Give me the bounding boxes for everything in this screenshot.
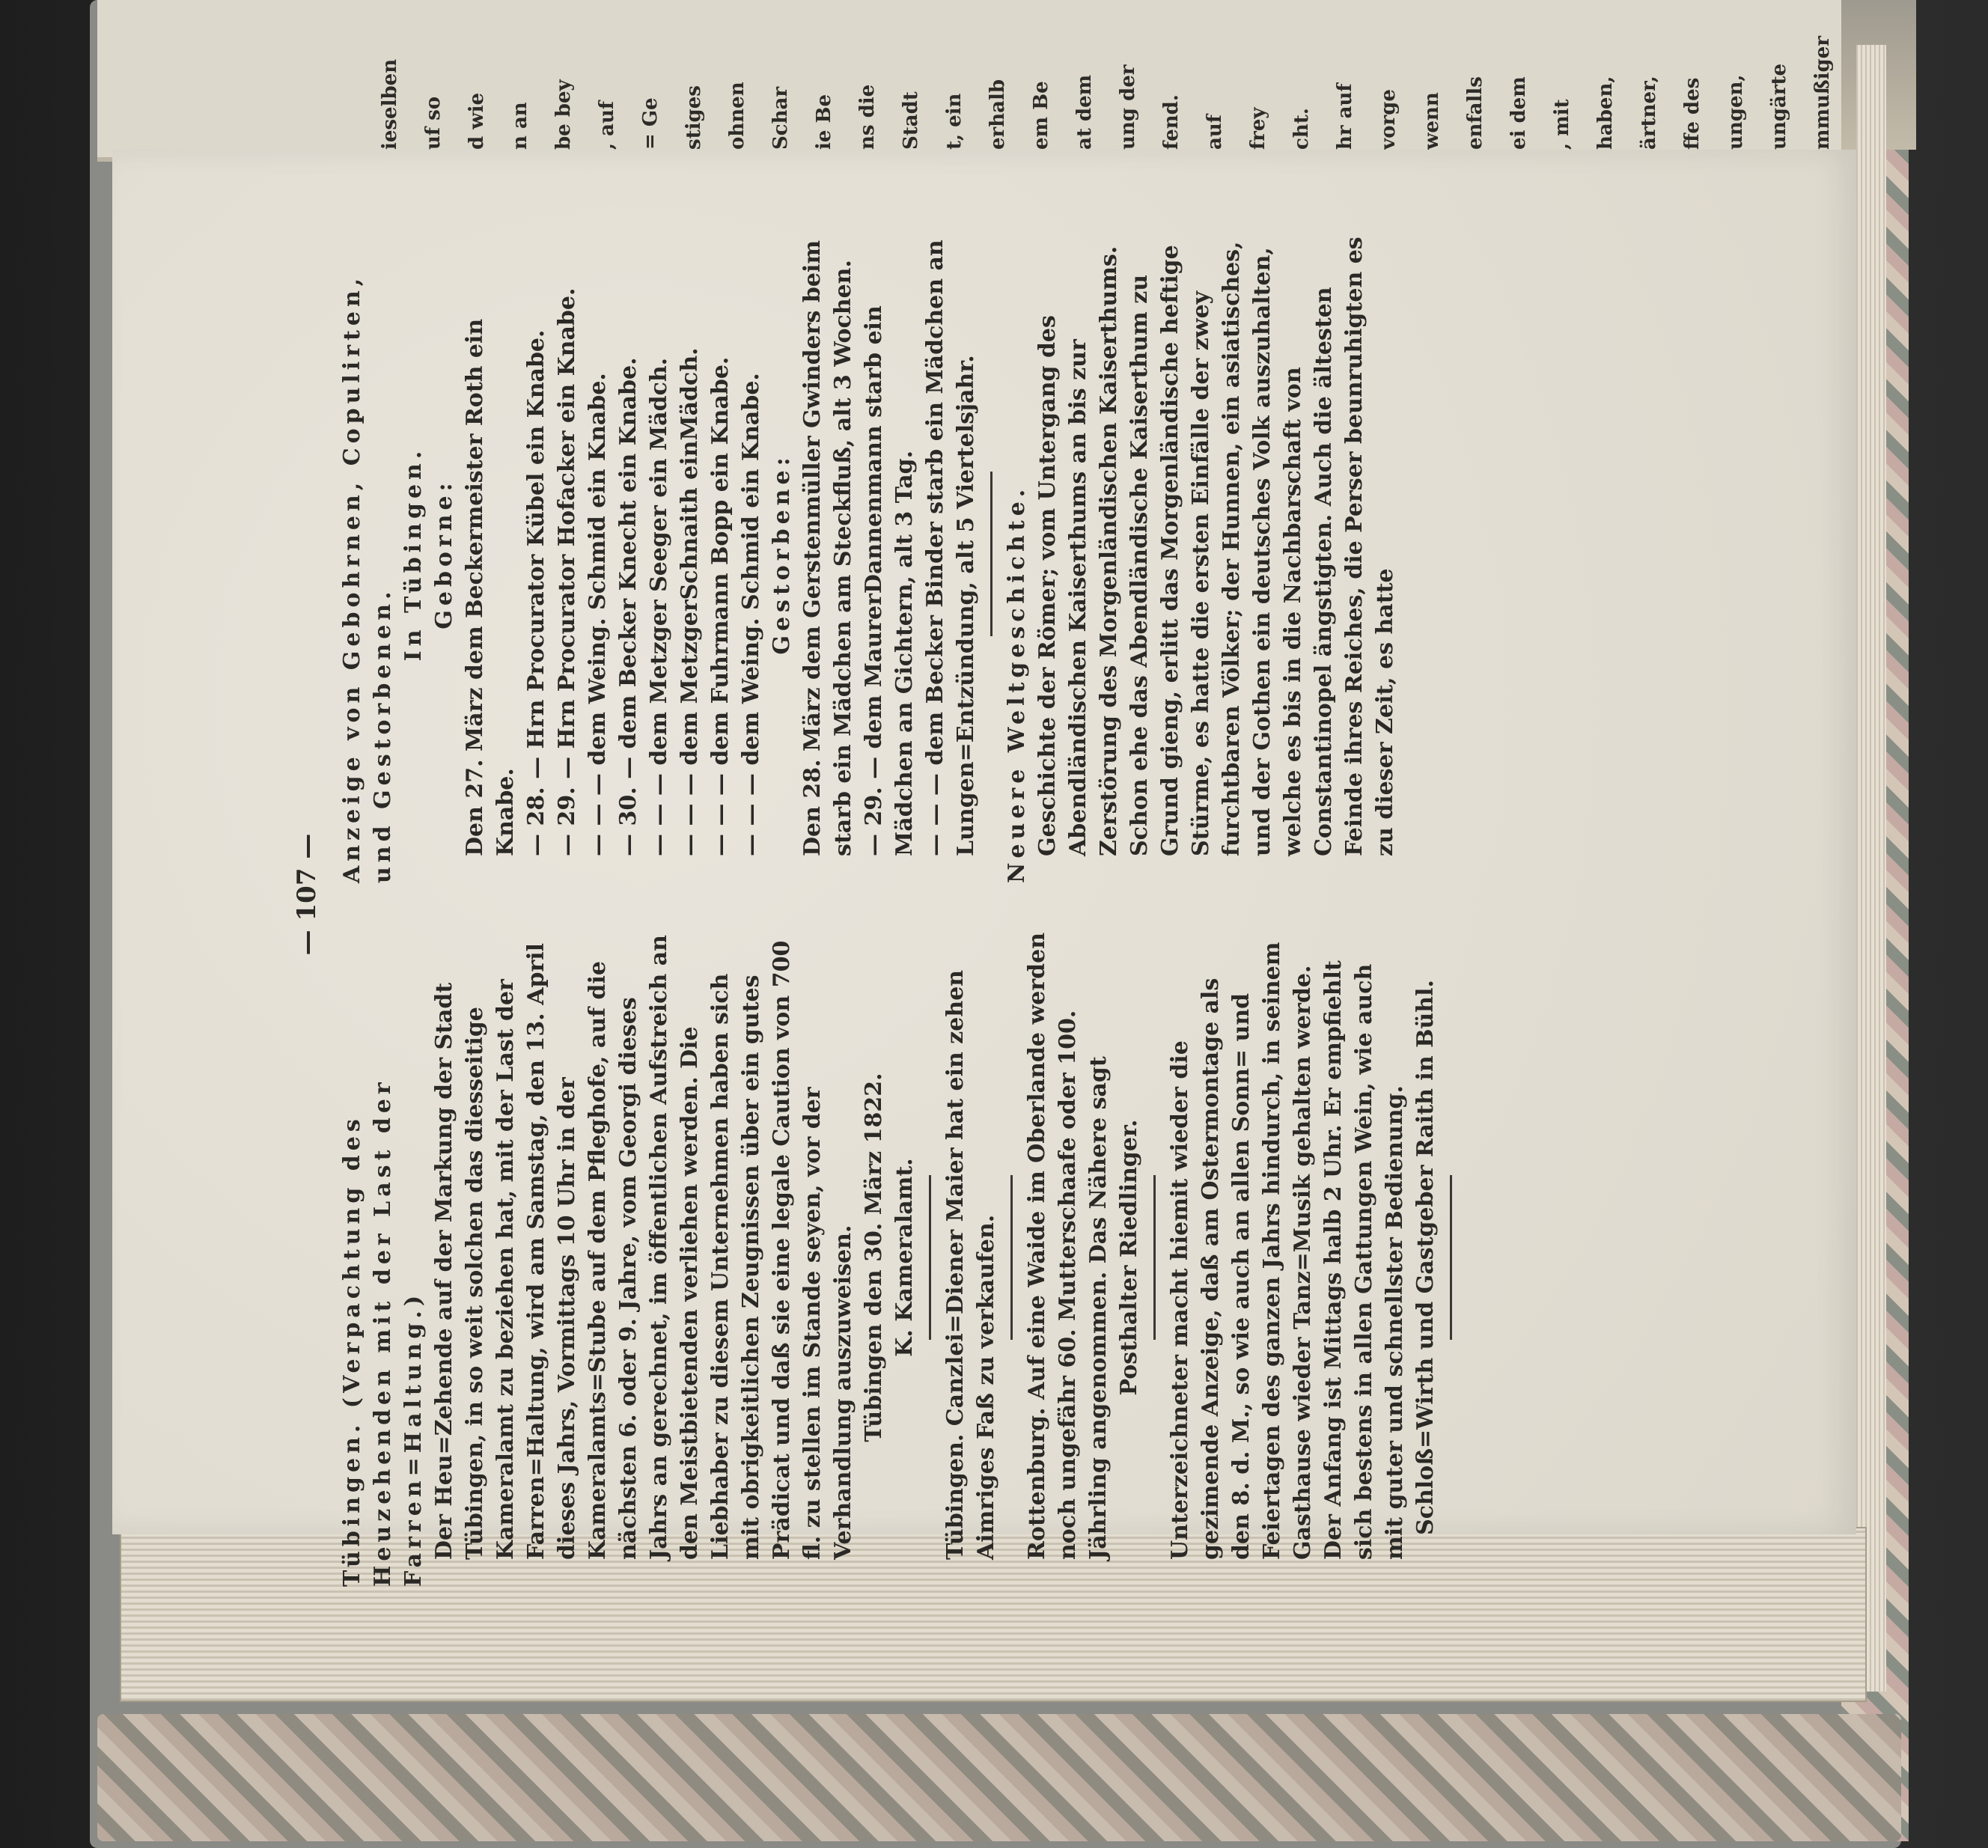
facing-page-line: at dem — [1073, 74, 1096, 150]
notice-paragraph: Geschichte der Römer; vom Untergang des Abendländischen Kaiserthums an bis zur Zerstörung des Morgenländischen Kaiserthums. — [1034, 246, 1122, 856]
separator-rule — [990, 472, 993, 636]
facing-page-line: , auf — [596, 100, 618, 150]
facing-page-line: haben, — [1594, 76, 1617, 150]
section-label: Geborne: — [431, 478, 457, 629]
facing-page-line: n an — [509, 102, 531, 150]
notice-paragraph: Tübingen. Canzlei=Diener Maier hat ein zehen Aimriges Faß zu verkaufen. — [942, 969, 999, 1560]
notice-paragraph: — 29. — Hrn Procurator Hofacker ein Knabe. — [554, 287, 580, 856]
facing-page-line: ei dem — [1507, 76, 1530, 150]
separator-rule — [1153, 1175, 1156, 1340]
notice-heading: Tübingen. (Verpachtung des Heuzehenden mit der Last der Farren=Haltung.) — [339, 1078, 427, 1587]
page-edges-right — [1856, 45, 1886, 1692]
facing-page-line: ungen, — [1725, 74, 1747, 150]
section-label: In Tübingen. — [400, 446, 427, 662]
notice-paragraph: Rottenburg. Auf eine Waide im Oberlande werden noch ungefähr 60. Mutterschaafe oder 100. Jährling angenommen. Das Nähere sagt — [1024, 932, 1112, 1560]
facing-page-line: ungärte — [1768, 63, 1790, 150]
notice-paragraph: — — — dem Weing. Schmid ein Knabe. — [585, 373, 611, 856]
notice-heading: Neuere Weltgeschichte. — [1004, 484, 1030, 883]
notice-paragraph: — — — dem Weing. Schmid ein Knabe. — [738, 373, 764, 856]
page-number: — 107 — — [292, 833, 322, 956]
marbled-edge-bottom — [97, 1714, 1901, 1841]
facing-page-line: be bey — [552, 79, 575, 150]
right-column — [337, 225, 1400, 883]
facing-page-line: ie Be — [813, 94, 835, 150]
facing-page-line: ieselben — [379, 58, 401, 150]
facing-page-line: erhalb — [987, 79, 1009, 150]
facing-page-line: ärtner, — [1638, 76, 1660, 150]
notice-paragraph: — — — dem Becker Binder starb ein Mädchen an Lungen=Entzündung, alt 5 Viertelsjahr. — [922, 240, 979, 856]
section-label: Gestorbene: — [769, 453, 795, 655]
facing-page-line: auf — [1204, 115, 1226, 150]
notice-heading: Anzeige von Gebohrnen, Copulirten, und Gestorbenen. — [339, 273, 396, 883]
notice-paragraph: — — — dem Metzger Seeger ein Mädch. — [646, 357, 672, 856]
separator-rule — [1450, 1175, 1452, 1340]
facing-page-line: ung der — [1117, 64, 1139, 150]
facing-page-line: uf so — [422, 96, 445, 150]
notice-paragraph: Den 27. März dem Beckermeister Roth ein Knabe. — [462, 318, 519, 856]
facing-page-fragment — [97, 0, 1841, 162]
facing-page-line: fend. — [1160, 94, 1183, 150]
facing-page-line: d wie — [466, 92, 488, 150]
notice-paragraph: Unterzeichneter macht hiemit wieder die gezimende Anzeige, daß am Ostermontage als den 8. d. M., so wie auch an allen Sonn= und Feiertagen des ganzen Jahrs hindurch, in seinem Gasthause wieder Tanz=Musik gehalten werde. Der Anfang ist Mittags halb 2 Uhr. Er empfiehlt sich bestens in allen Gattungen Wein, wie auch mit guter und schnellster Bedienung. — [1167, 942, 1408, 1560]
notice-paragraph: — 28. — Hrn Procurator Kübel ein Knabe. — [523, 329, 549, 856]
facing-page-line: , mit — [1551, 99, 1573, 150]
printed-page — [112, 150, 1856, 1587]
facing-page-line: frey — [1247, 107, 1269, 150]
facing-page-line: Schar — [769, 86, 792, 150]
notice-paragraph: — 29. — dem MaurerDannenmann starb ein Mädchen an Gichtern, alt 3 Tag. — [861, 305, 918, 856]
notice-paragraph: Den 28. März dem Gerstenmüller Gwinders beim starb ein Mädchen am Steckfluß, alt 3 Wochen. — [799, 240, 856, 856]
notice-signature: Schloß=Wirth und Gastgeber Raith in Bühl. — [1412, 980, 1439, 1535]
notice-paragraph: — — — dem Fuhrmann Bopp ein Knabe. — [707, 356, 734, 856]
notice-paragraph: — — — dem MetzgerSchnaith einMädch. — [677, 347, 703, 856]
notice-paragraph: — 30. — dem Becker Knecht ein Knabe. — [615, 357, 641, 856]
separator-rule — [1010, 1175, 1013, 1340]
facing-page-line: cht. — [1290, 108, 1313, 150]
facing-page-line: ohnen — [726, 82, 748, 150]
facing-page-line: stiges — [683, 85, 705, 150]
separator-rule — [929, 1175, 931, 1340]
facing-page-line: em Be — [1030, 81, 1052, 150]
facing-page-line: enfalls — [1464, 76, 1487, 150]
notice-date: Tübingen den 30. März 1822. — [861, 1073, 887, 1442]
rotated-text-block — [292, 202, 1722, 1587]
notice-signature: K. Kameralamt. — [891, 1158, 918, 1357]
facing-page-line: = Ge — [639, 97, 662, 150]
facing-page-line: ns die — [856, 84, 879, 150]
facing-page-line: wenn — [1421, 92, 1443, 150]
facing-page-line: t, ein — [943, 93, 966, 150]
facing-page-line: Stadt — [900, 91, 922, 150]
facing-page-line: vorge — [1377, 89, 1400, 150]
notice-paragraph: Schon ehe das Abendländische Kaiserthum zu Grund gieng, erlitt das Morgenländische heftige Stürme, es hatte die ersten Einfälle der zwey furchtbaren Völker; der Hunnen, ein asiatisches, und der Gothen ein deutsches Volk auszuhalten, welche es bis in die Nachbarschaft von Constantinopel ängstigten. Auch die ältesten Feinde ihres Reiches, die Perser beunruhigten es zu dieser Zeit, es hatte — [1126, 237, 1398, 856]
facing-page-line: ffe des — [1681, 77, 1704, 150]
facing-page-line: mmußiger — [1811, 36, 1834, 150]
facing-page-line: hr auf — [1334, 83, 1356, 150]
left-column — [337, 928, 1461, 1587]
notice-paragraph: Der Heu=Zehende auf der Markung der Stadt Tübingen, in so weit solchen das diesseitige Kameralamt zu beziehen hat, mit der Last der Farren=Haltung, wird am Samstag, den 13. April dieses Jahrs, Vormittags 10 Uhr in der Kameralamts=Stube auf dem Pfleghofe, auf die nächsten 6. oder 9. Jahre, vom Georgi dieses Jahrs an gerechnet, im öffentlichen Aufstreich an den Meistbietenden verliehen werden. Die Liebhaber zu diesem Unternehmen haben sich mit obrigkeitlichen Zeugnissen über ein gutes Prädicat und daß sie eine legale Caution von 700 fl. zu stellen im Stande seyen, vor der Verhandlung auszuweisen. — [431, 935, 856, 1560]
notice-signature: Posthalter Riedlinger. — [1116, 1119, 1142, 1396]
